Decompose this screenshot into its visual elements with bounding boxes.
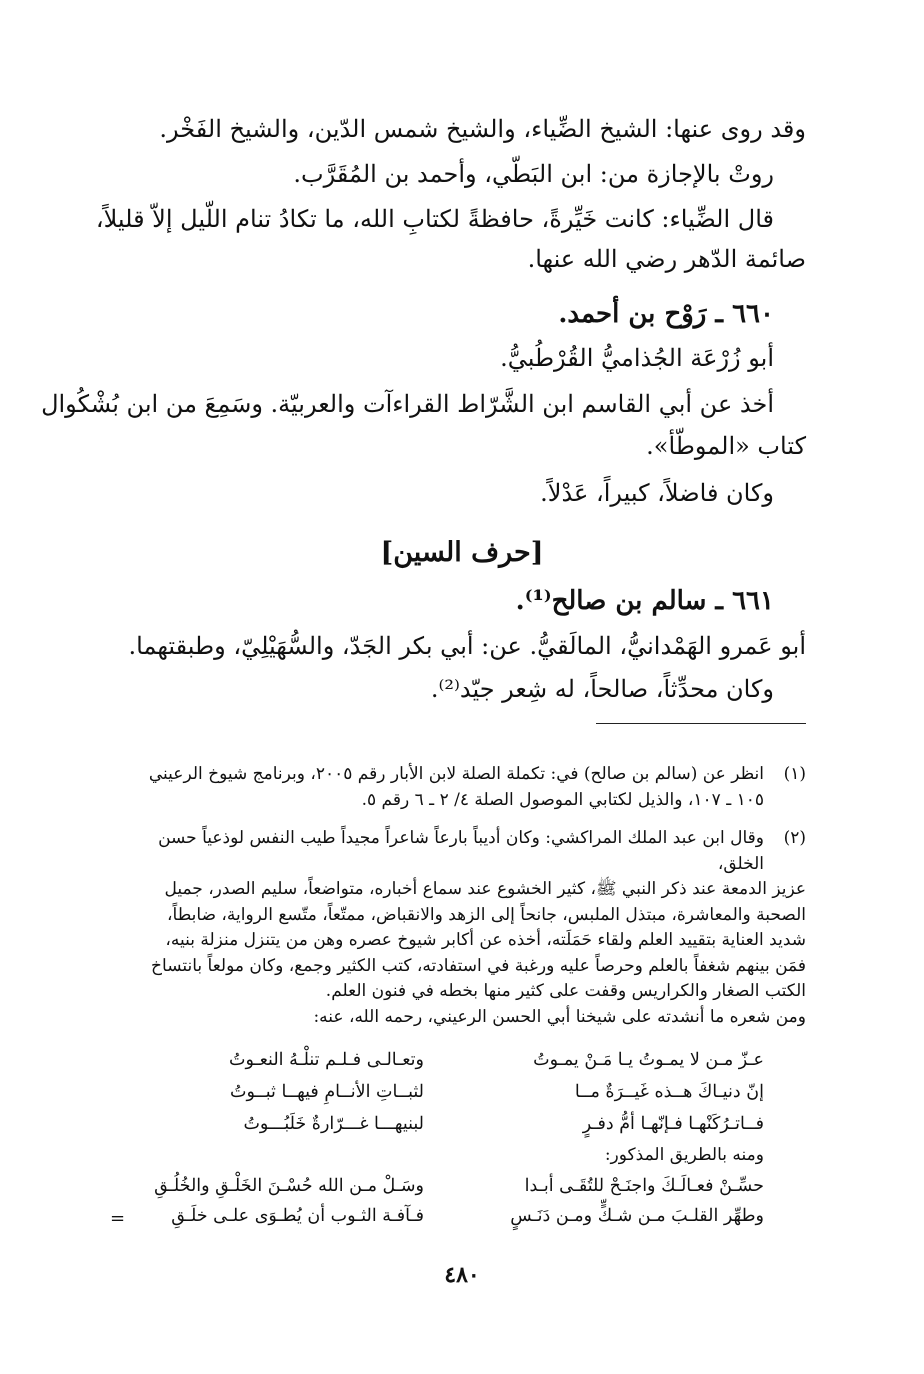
footnote-1: [110, 762, 764, 813]
footnote-line: الكتب الصغار والكراريس وقفت على كثير منها بخطه في فنون العلم.: [325, 981, 806, 1001]
body-line: وكان محدِّثاً، صالحاً، له شِعر جيّد⁽²⁾.: [430, 675, 774, 703]
footnote-line: الصحبة والمعاشرة، مبتذل الملبس، جانحاً إلى الزهد والانقباض، ممتّعاً، متّسع الرواية، ضابطاً،: [167, 904, 806, 925]
poem-hemistich: لثبــاتِ الأنــامِ فيهــا ثبــوتُ: [230, 1082, 424, 1102]
footnote-line: شديد العناية بتقييد العلم ولقاء حَمَلَته، أخذه عن أكابر شيوخ عصره وهن من يتنزل منزلة بنيه،: [165, 930, 806, 950]
poem-hemistich: وتعـالـى فـلـم تنلْـهُ النعـوتُ: [228, 1050, 424, 1070]
entry-661-title: ٦٦١ ـ سالم بن صالح⁽¹⁾.: [515, 586, 774, 616]
body-line: كتاب «الموطّأ».: [646, 432, 806, 460]
footnote-line: ١٠٥ ـ ١٠٧، والذيل لكتابي الموصول الصلة ٤/ ٢ ـ ٦ رقم ٥.: [361, 789, 764, 810]
footnote-separator: [596, 723, 806, 724]
footnote-line: عزيز الدمعة عند ذكر النبي ﷺ، كثير الخشوع عند سماع أخباره، متواضعاً، سليم الصدر، جميل: [164, 879, 806, 899]
footnote-line: فمَن بينهم شغفاً بالعلم وحرصاً عليه ورغبة في استفادته، كتب الكثير وجمع، وكان مولعاً بانتساخ: [151, 955, 806, 976]
poem-hemistich: فــاتـرُكَنْهـا فـإنّهـا أمُّ دفـرٍ: [582, 1114, 764, 1134]
page-number: ٤٨٠: [444, 1262, 480, 1288]
footnote-line: انظر عن (سالم بن صالح) في: تكملة الصلة لابن الأبار رقم ٢٠٠٥، وبرنامج شيوخ الرعيني: [148, 764, 764, 784]
footnote-2: [110, 826, 806, 1030]
body-line: قال الضِّياء: كانت خَيِّرةً، حافظةً لكتابِ الله، ما تكادُ تنام اللّيل إلاّ قليلاً،: [95, 205, 774, 233]
body-line: روتْ بالإجازة من: ابن البَطّي، وأحمد بن المُقَرَّب.: [293, 160, 774, 188]
footnote-line: وقال ابن عبد الملك المراكشي: وكان أديباً بارعاً شاعراً مجيداً طيب النفس لوذعياً حسن الخلق،: [158, 828, 764, 874]
body-line: أبو زُرْعَة الجُذاميُّ القُرْطُبيُّ.: [500, 344, 774, 372]
poem-hemistich: عـزّ مـن لا يمـوتُ يـا مَـنْ يمـوتُ: [533, 1050, 764, 1070]
body-line: وقد روى عنها: الشيخ الضِّياء، والشيخ شمس الدّين، والشيخ الفَخْر.: [159, 115, 806, 143]
footnote-line: ومن شعره ما أنشدته على شيخنا أبي الحسن الرعيني، رحمه الله، عنه:: [313, 1006, 806, 1027]
body-line: أخذ عن أبي القاسم ابن الشَّرّاط القراءآت والعربيّة. وسَمِعَ من ابن بُشْكُوال: [41, 390, 774, 418]
continuation-mark: =: [110, 1208, 126, 1229]
footnote-marker: (٢): [783, 828, 806, 848]
footnote-marker: (١): [783, 764, 806, 784]
poem-hemistich: حسِّـنْ فعـالَـكَ واجنَـحْ للتُقَـى أبـدا: [524, 1176, 764, 1196]
poem-hemistich: لبنيهـــا غـــرّارةٌ خَلَبُـــوتُ: [243, 1114, 424, 1134]
body-line: صائمة الدّهر رضي الله عنها.: [527, 245, 806, 273]
poem-hemistich: فـآفـة الثـوب أن يُطـوَى علـى خلَـقِ: [171, 1206, 424, 1226]
poem-intro: ومنه بالطريق المذكور:: [604, 1145, 764, 1165]
body-line: أبو عَمرو الهَمْدانيُّ، المالَقيُّ. عن: أبي بكر الجَدّ، والسُّهَيْلِيّ، وطبقتهما.: [128, 632, 806, 660]
body-line: وكان فاضلاً، كبيراً، عَدْلاً.: [540, 479, 774, 507]
poem-hemistich: إنّ دنيـاكَ هــذه غَيــرَةٌ مــا: [574, 1082, 764, 1102]
poem-hemistich: وسَـلْ مـن الله حُسْـنَ الخَلْـقِ والخُلُـقِ: [154, 1176, 424, 1196]
entry-660-title: ٦٦٠ ـ رَوْح بن أحمد.: [558, 299, 774, 329]
poem-hemistich: وطهِّر القلـبَ مـن شـكٍّ ومـن دَنَـسٍ: [510, 1206, 764, 1226]
section-heading: [حرف السين]: [380, 537, 544, 568]
